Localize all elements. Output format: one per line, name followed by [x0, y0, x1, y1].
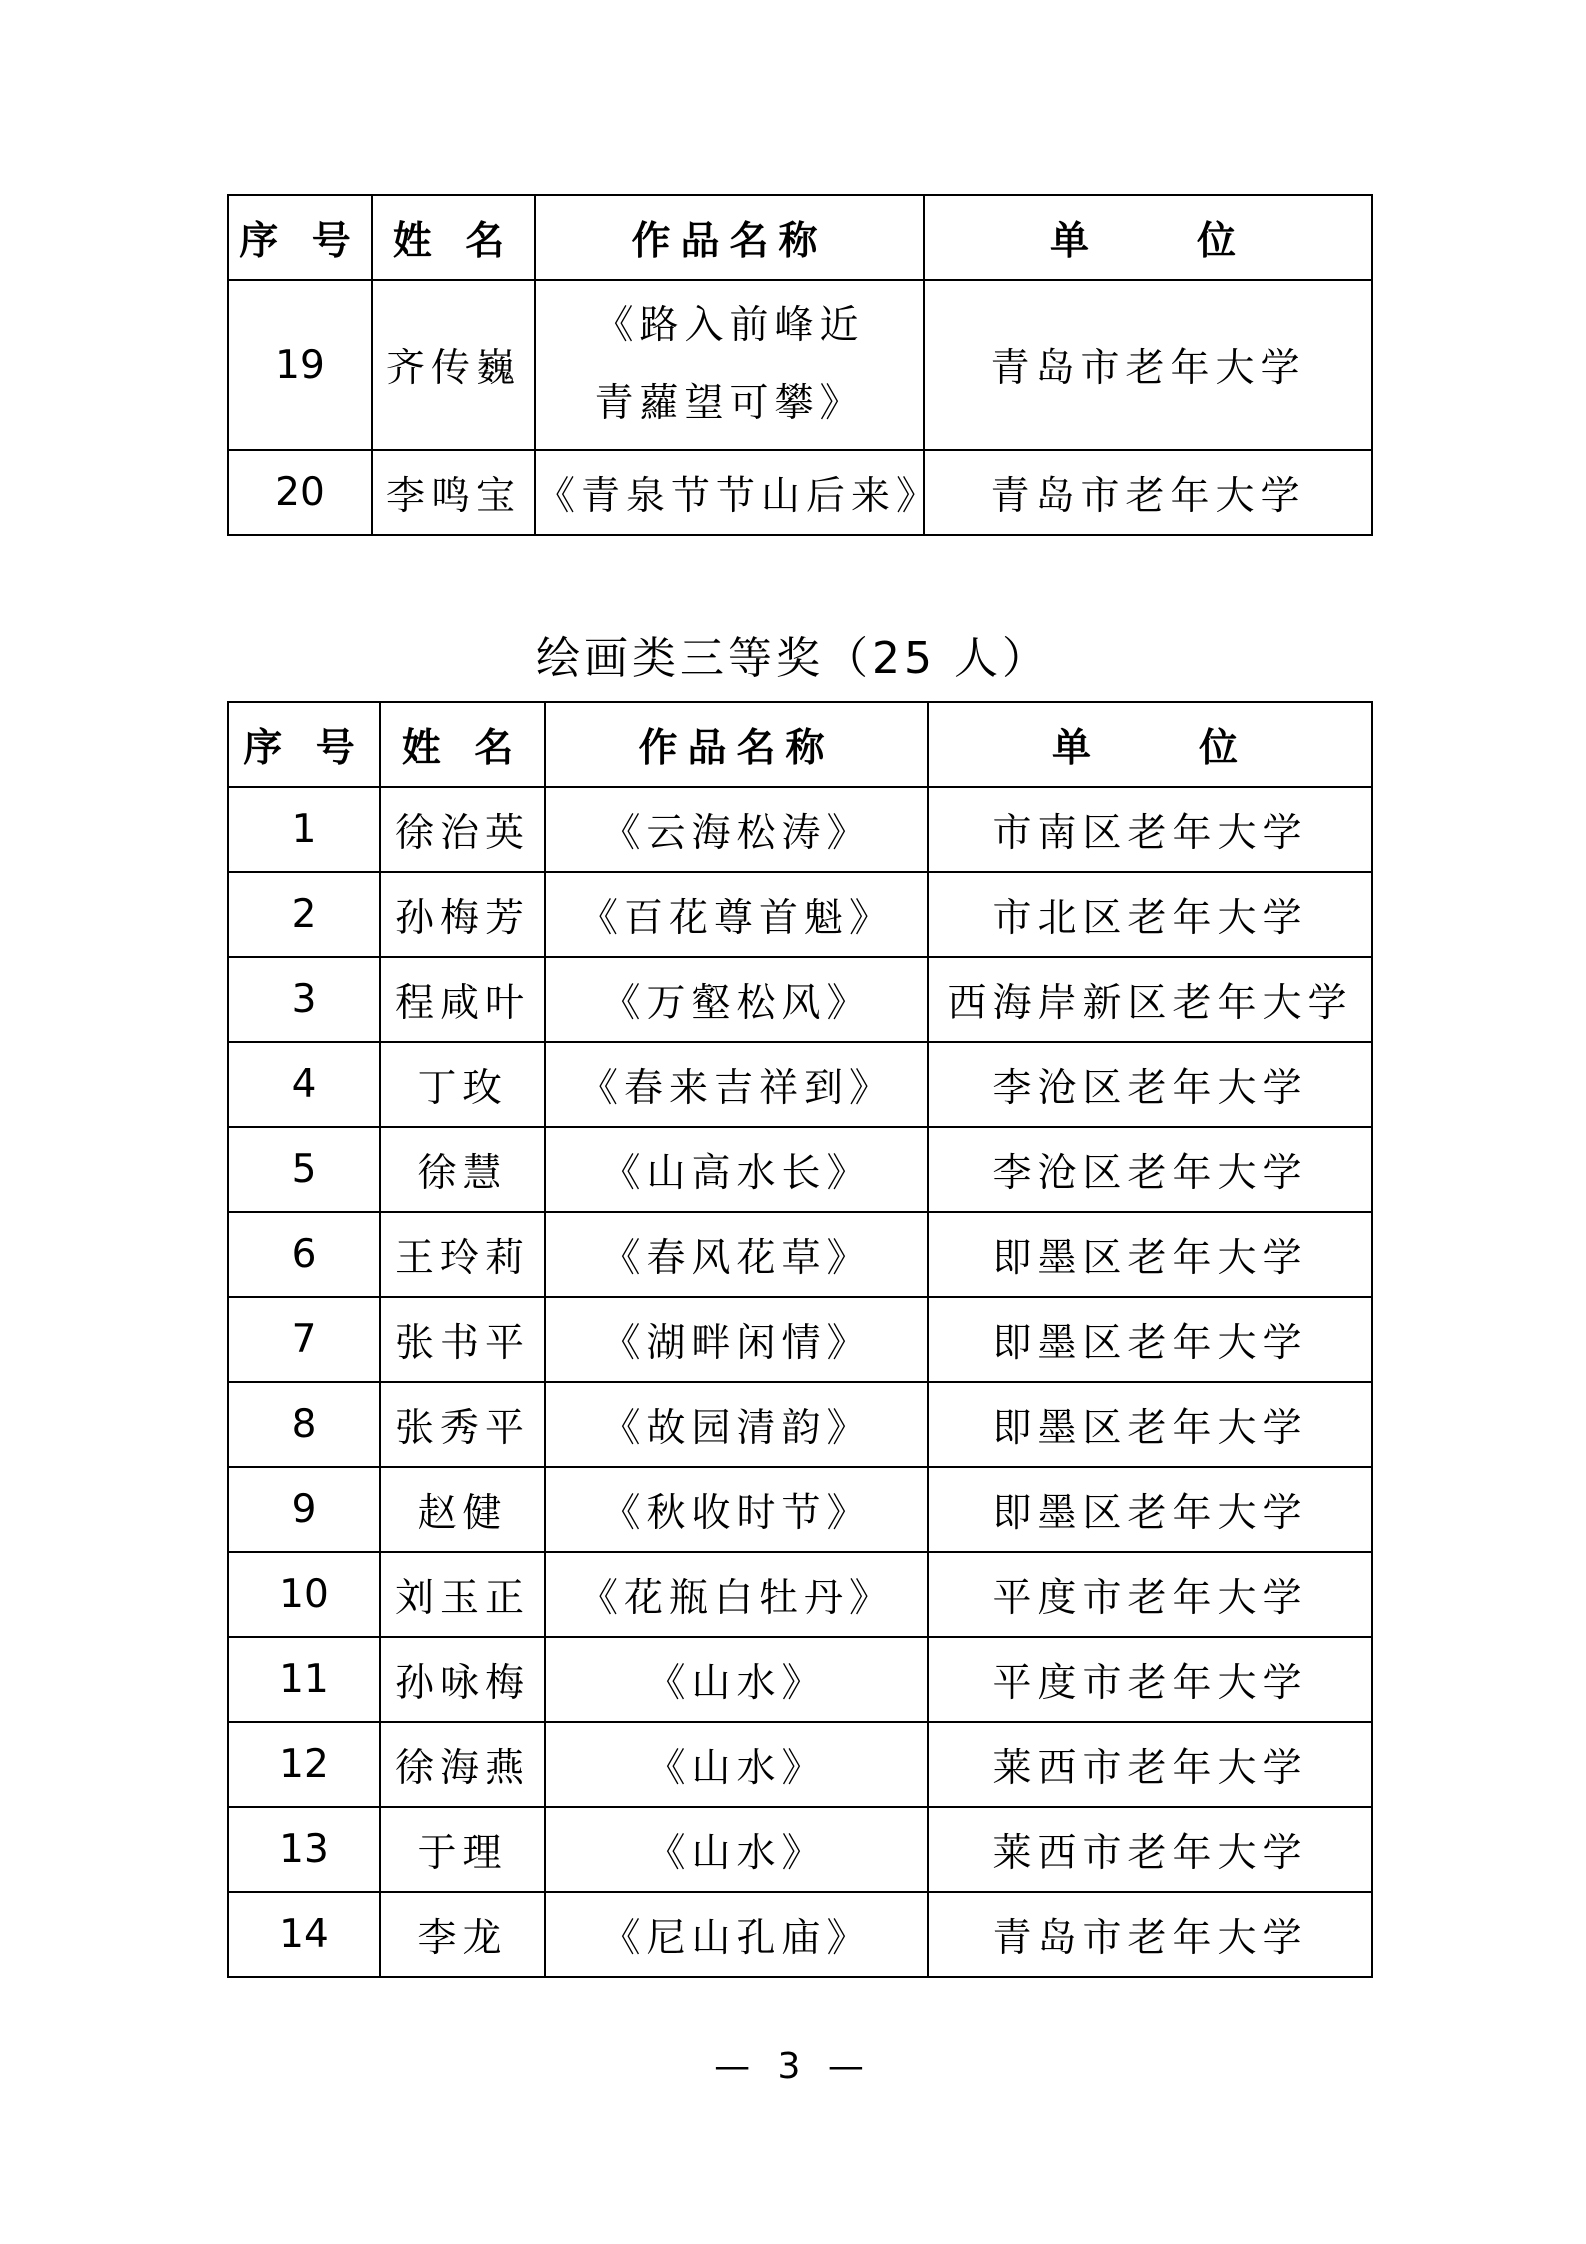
cell-unit: 莱西市老年大学: [928, 1722, 1372, 1807]
cell-seq: 13: [228, 1807, 380, 1892]
cell-unit: 青岛市老年大学: [928, 1892, 1372, 1977]
cell-name: 李鸣宝: [372, 450, 535, 535]
cell-work: 《山高水长》: [545, 1127, 928, 1212]
table-row: [228, 1892, 1372, 1977]
cell-unit: 平度市老年大学: [928, 1552, 1372, 1637]
cell-seq: 2: [228, 872, 380, 957]
table-row: [228, 450, 1372, 535]
table-row: [228, 1127, 1372, 1212]
cell-work-line: 《路入前峰近: [594, 303, 865, 348]
cell-unit: 青岛市老年大学: [924, 450, 1372, 535]
cell-name: 刘玉正: [380, 1552, 545, 1637]
cell-unit: 李沧区老年大学: [928, 1127, 1372, 1212]
table-row: [228, 1042, 1372, 1127]
cell-unit: 即墨区老年大学: [928, 1382, 1372, 1467]
table-row: [228, 1807, 1372, 1892]
cell-work: 《春来吉祥到》: [545, 1042, 928, 1127]
cell-unit: 莱西市老年大学: [928, 1807, 1372, 1892]
cell-seq: 8: [228, 1382, 380, 1467]
header-name: 姓 名: [380, 702, 545, 787]
cell-work: 《山水》: [545, 1807, 928, 1892]
page-number: — 3 —: [714, 2046, 872, 2087]
cell-name: 徐慧: [380, 1127, 545, 1212]
cell-unit: 市北区老年大学: [928, 872, 1372, 957]
section-title: 绘画类三等奖（25 人）: [536, 633, 1050, 684]
cell-name: 孙梅芳: [380, 872, 545, 957]
cell-seq: 12: [228, 1722, 380, 1807]
award-table-continued: [227, 194, 1373, 536]
table-row: [228, 1722, 1372, 1807]
cell-seq: 9: [228, 1467, 380, 1552]
cell-work: 《尼山孔庙》: [545, 1892, 928, 1977]
cell-unit: 即墨区老年大学: [928, 1297, 1372, 1382]
header-seq: 序 号: [228, 702, 380, 787]
cell-name: 丁玫: [380, 1042, 545, 1127]
cell-name: 张书平: [380, 1297, 545, 1382]
cell-name: 赵健: [380, 1467, 545, 1552]
table-row: [228, 1382, 1372, 1467]
cell-unit: 西海岸新区老年大学: [928, 957, 1372, 1042]
cell-seq: 5: [228, 1127, 380, 1212]
cell-seq: 1: [228, 787, 380, 872]
header-unit: 单 位: [924, 195, 1372, 280]
table-header-row: [228, 195, 1372, 280]
cell-seq: 20: [228, 450, 372, 535]
cell-work: 《秋收时节》: [545, 1467, 928, 1552]
table-row: [228, 957, 1372, 1042]
cell-name: 徐治英: [380, 787, 545, 872]
header-seq: 序 号: [228, 195, 372, 280]
cell-name: 徐海燕: [380, 1722, 545, 1807]
cell-name: 于理: [380, 1807, 545, 1892]
table-header-row: [228, 702, 1372, 787]
table-row: [228, 787, 1372, 872]
cell-seq: 11: [228, 1637, 380, 1722]
header-unit: 单 位: [928, 702, 1372, 787]
table-row: [228, 1637, 1372, 1722]
cell-work-line: 青蘿望可攀》: [594, 381, 865, 426]
award-table-third-prize: [227, 701, 1373, 1978]
cell-work: 《百花尊首魁》: [545, 872, 928, 957]
table-row: [228, 1467, 1372, 1552]
cell-unit: 青岛市老年大学: [924, 280, 1372, 450]
cell-name: 王玲莉: [380, 1212, 545, 1297]
cell-name: 李龙: [380, 1892, 545, 1977]
cell-unit: 市南区老年大学: [928, 787, 1372, 872]
cell-name: 孙咏梅: [380, 1637, 545, 1722]
cell-seq: 7: [228, 1297, 380, 1382]
cell-work: 《万壑松风》: [545, 957, 928, 1042]
cell-work: 《春风花草》: [545, 1212, 928, 1297]
cell-seq: 4: [228, 1042, 380, 1127]
cell-name: 程咸叶: [380, 957, 545, 1042]
cell-work: 《山水》: [545, 1637, 928, 1722]
cell-work: 《故园清韵》: [545, 1382, 928, 1467]
cell-unit: 李沧区老年大学: [928, 1042, 1372, 1127]
cell-seq: 10: [228, 1552, 380, 1637]
table-row: [228, 1552, 1372, 1637]
cell-work: [535, 280, 924, 450]
cell-work: 《云海松涛》: [545, 787, 928, 872]
cell-work: 《花瓶白牡丹》: [545, 1552, 928, 1637]
cell-name: 张秀平: [380, 1382, 545, 1467]
cell-work: 《青泉节节山后来》: [535, 450, 924, 535]
table-row: [228, 280, 1372, 450]
table-row: [228, 1297, 1372, 1382]
cell-unit: 平度市老年大学: [928, 1637, 1372, 1722]
header-work: 作品名称: [535, 195, 924, 280]
cell-unit: 即墨区老年大学: [928, 1467, 1372, 1552]
cell-seq: 14: [228, 1892, 380, 1977]
table-row: [228, 1212, 1372, 1297]
cell-seq: 3: [228, 957, 380, 1042]
cell-unit: 即墨区老年大学: [928, 1212, 1372, 1297]
header-work: 作品名称: [545, 702, 928, 787]
cell-seq: 19: [228, 280, 372, 450]
cell-name: 齐传巍: [372, 280, 535, 450]
cell-work: 《山水》: [545, 1722, 928, 1807]
cell-work: 《湖畔闲情》: [545, 1297, 928, 1382]
table-row: [228, 872, 1372, 957]
cell-seq: 6: [228, 1212, 380, 1297]
header-name: 姓 名: [372, 195, 535, 280]
